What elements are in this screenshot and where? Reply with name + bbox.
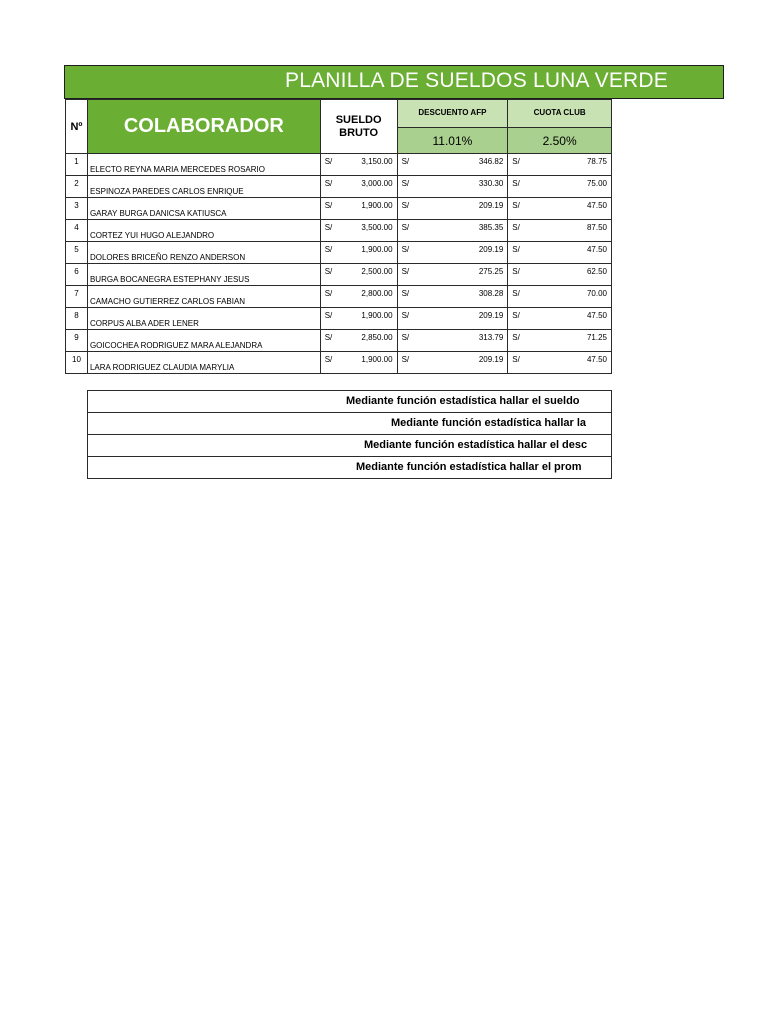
header-descuento-afp[interactable]: DESCUENTO AFP [397,100,508,128]
currency-symbol: S/ [512,355,520,364]
afp-value: 275.25 [478,267,504,276]
currency-symbol: S/ [401,355,410,364]
table-row [66,198,612,220]
currency-symbol: S/ [512,267,520,276]
club-rate-cell[interactable]: 2.50% [508,128,612,154]
sueldo-value: 2,850.00 [361,333,393,342]
currency-symbol: S/ [324,267,333,276]
afp-value: 330.30 [478,179,504,188]
club-cell[interactable] [508,308,612,330]
payroll-rows [66,154,612,374]
table-row [66,308,612,330]
afp-value: 209.19 [478,311,504,320]
row-number-cell[interactable]: 10 [66,352,88,374]
sueldo-cell[interactable] [320,330,397,352]
currency-symbol: S/ [401,311,410,320]
colaborador-cell[interactable]: GOICOCHEA RODRIGUEZ MARA ALEJANDRA [87,330,320,352]
afp-cell[interactable] [397,330,508,352]
currency-symbol: S/ [324,355,333,364]
currency-symbol: S/ [512,245,520,254]
sheet-title-bar [64,65,724,99]
afp-cell[interactable] [397,352,508,374]
stats-cell[interactable] [88,391,612,413]
afp-cell[interactable] [397,242,508,264]
stats-cell[interactable] [88,457,612,479]
club-value: 62.50 [586,267,607,276]
club-value: 47.50 [586,311,607,320]
club-value: 87.50 [586,223,607,232]
row-number-cell[interactable]: 6 [66,264,88,286]
club-cell[interactable] [508,154,612,176]
afp-value: 313.79 [478,333,504,342]
sueldo-cell[interactable] [320,220,397,242]
row-number-cell[interactable]: 4 [66,220,88,242]
table-row [66,264,612,286]
currency-symbol: S/ [324,223,333,232]
colaborador-cell[interactable]: CORPUS ALBA ADER LENER [87,308,320,330]
sueldo-cell[interactable] [320,176,397,198]
header-row [66,100,612,128]
currency-symbol: S/ [324,201,333,210]
club-value: 47.50 [586,245,607,254]
afp-rate-cell[interactable]: 11.01% [397,128,508,154]
sueldo-value: 3,500.00 [361,223,393,232]
sueldo-value: 3,150.00 [361,157,393,166]
sueldo-cell[interactable] [320,154,397,176]
currency-symbol: S/ [324,157,333,166]
currency-symbol: S/ [401,179,410,188]
row-number-cell[interactable]: 1 [66,154,88,176]
currency-symbol: S/ [401,267,410,276]
colaborador-cell[interactable]: BURGA BOCANEGRA ESTEPHANY JESUS [87,264,320,286]
sueldo-cell[interactable] [320,198,397,220]
currency-symbol: S/ [324,289,333,298]
club-cell[interactable] [508,176,612,198]
sueldo-value: 1,900.00 [361,245,393,254]
club-cell[interactable] [508,352,612,374]
row-number-cell[interactable]: 5 [66,242,88,264]
sueldo-value: 1,900.00 [361,201,393,210]
row-number-cell[interactable]: 8 [66,308,88,330]
currency-symbol: S/ [512,333,520,342]
currency-symbol: S/ [401,157,410,166]
sueldo-cell[interactable] [320,352,397,374]
stats-text: Mediante función estadística hallar el desc [364,439,588,451]
header-number[interactable]: Nº [66,100,88,154]
afp-cell[interactable] [397,220,508,242]
currency-symbol: S/ [401,245,410,254]
currency-symbol: S/ [324,179,333,188]
afp-value: 346.82 [478,157,504,166]
currency-symbol: S/ [512,223,520,232]
header-sueldo-bruto[interactable]: SUELDO BRUTO [320,100,397,154]
currency-symbol: S/ [512,289,520,298]
afp-cell[interactable] [397,286,508,308]
afp-value: 308.28 [478,289,504,298]
stats-cell[interactable] [88,435,612,457]
sueldo-cell[interactable] [320,308,397,330]
sueldo-value: 1,900.00 [361,311,393,320]
table-row [66,352,612,374]
colaborador-cell[interactable]: GARAY BURGA DANICSA KATIUSCA [87,198,320,220]
afp-cell[interactable] [397,198,508,220]
header-cuota-club[interactable]: CUOTA CLUB [508,100,612,128]
table-row [66,242,612,264]
club-value: 78.75 [586,157,607,166]
club-value: 70.00 [586,289,607,298]
row-number-cell[interactable]: 3 [66,198,88,220]
currency-symbol: S/ [512,201,520,210]
table-row [66,330,612,352]
afp-cell[interactable] [397,176,508,198]
currency-symbol: S/ [401,333,410,342]
row-number-cell[interactable]: 9 [66,330,88,352]
afp-value: 209.19 [478,245,504,254]
sheet-title: PLANILLA DE SUELDOS LUNA VERDE [285,69,668,92]
currency-symbol: S/ [324,333,333,342]
club-cell[interactable] [508,264,612,286]
colaborador-cell[interactable]: LARA RODRIGUEZ CLAUDIA MARYLIA [87,352,320,374]
club-value: 47.50 [586,355,607,364]
colaborador-cell[interactable]: CORTEZ YUI HUGO ALEJANDRO [87,220,320,242]
currency-symbol: S/ [324,245,333,254]
club-value: 75.00 [586,179,607,188]
afp-value: 385.35 [478,223,504,232]
colaborador-cell[interactable]: DOLORES BRICEÑO RENZO ANDERSON [87,242,320,264]
sueldo-value: 1,900.00 [361,355,393,364]
club-cell[interactable] [508,198,612,220]
sueldo-cell[interactable] [320,286,397,308]
sueldo-cell[interactable] [320,242,397,264]
club-value: 71.25 [586,333,607,342]
colaborador-cell[interactable]: ESPINOZA PAREDES CARLOS ENRIQUE [87,176,320,198]
colaborador-cell[interactable]: ELECTO REYNA MARIA MERCEDES ROSARIO [87,154,320,176]
club-value: 47.50 [586,201,607,210]
club-cell[interactable] [508,330,612,352]
currency-symbol: S/ [401,223,410,232]
colaborador-cell[interactable]: CAMACHO GUTIERREZ CARLOS FABIAN [87,286,320,308]
sueldo-value: 2,800.00 [361,289,393,298]
row-number-cell[interactable]: 7 [66,286,88,308]
sheet-grid-area [64,99,612,489]
afp-cell[interactable] [397,264,508,286]
club-cell[interactable] [508,220,612,242]
header-colaborador[interactable]: COLABORADOR [87,100,320,154]
table-row [66,176,612,198]
afp-cell[interactable] [397,154,508,176]
stats-text: Mediante función estadística hallar el sueldo [346,395,580,407]
table-row [66,220,612,242]
stats-cell[interactable] [88,413,612,435]
table-row [66,154,612,176]
club-cell[interactable] [508,286,612,308]
stats-table [87,390,612,479]
currency-symbol: S/ [401,201,410,210]
sueldo-value: 2,500.00 [361,267,393,276]
currency-symbol: S/ [401,289,410,298]
afp-value: 209.19 [478,355,504,364]
sueldo-cell[interactable] [320,264,397,286]
stats-text: Mediante función estadística hallar la [391,417,586,429]
row-number-cell[interactable]: 2 [66,176,88,198]
payroll-table [65,99,612,374]
currency-symbol: S/ [512,311,520,320]
currency-symbol: S/ [512,157,520,166]
afp-cell[interactable] [397,308,508,330]
club-cell[interactable] [508,242,612,264]
table-row [66,286,612,308]
sueldo-value: 3,000.00 [361,179,393,188]
currency-symbol: S/ [512,179,520,188]
afp-value: 209.19 [478,201,504,210]
currency-symbol: S/ [324,311,333,320]
stats-text: Mediante función estadística hallar el prom [356,461,582,473]
